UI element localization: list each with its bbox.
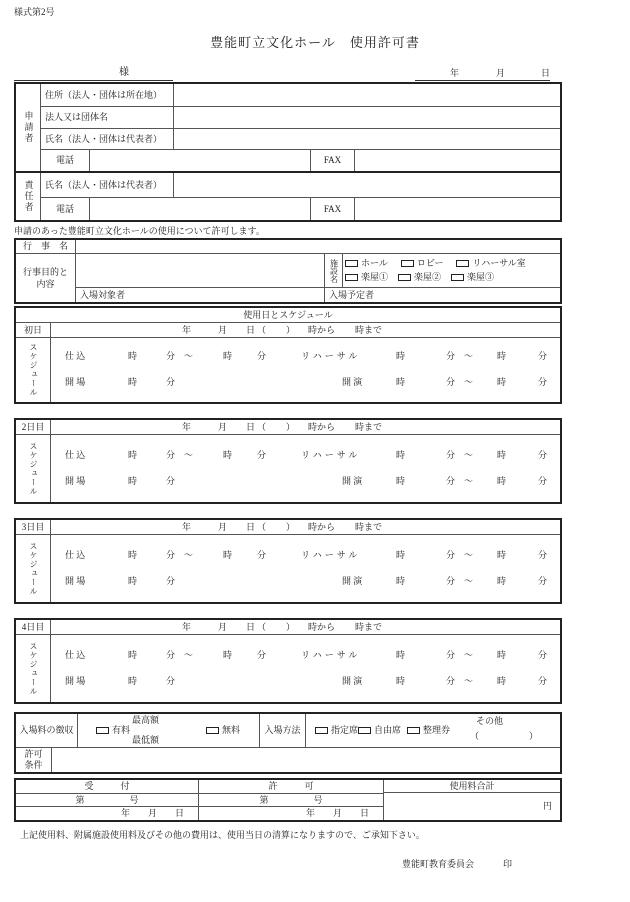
- date-line[interactable]: [51, 420, 560, 434]
- facility-checkbox-area: [343, 254, 560, 287]
- permit-conditions-input[interactable]: [52, 748, 560, 772]
- min-label: 分: [538, 676, 548, 686]
- facility-dressing1-option[interactable]: [345, 273, 388, 282]
- schedule-side-label: スケジュール: [16, 535, 51, 602]
- event-table: [14, 238, 562, 304]
- from-label: 時から: [308, 522, 336, 532]
- seal-label: 印: [503, 859, 513, 869]
- applicant-address-label: 住所（法人・団体は所在地）: [41, 84, 174, 106]
- admission-fee-area: [78, 714, 260, 747]
- facility-rehearsal-option[interactable]: [456, 259, 525, 268]
- min-from-label: 分 ～: [166, 450, 194, 460]
- month-label: 月: [218, 325, 228, 335]
- hour-label: 時: [497, 377, 507, 387]
- checkbox-icon[interactable]: [407, 727, 420, 734]
- hour-label: 時: [396, 650, 406, 660]
- recipient-name-line[interactable]: [14, 67, 173, 81]
- issue-day-label: 日: [541, 68, 551, 78]
- min-label: 分: [166, 676, 176, 686]
- admission-method-area: [306, 714, 560, 747]
- hour-label: 時: [128, 676, 138, 686]
- paid-option[interactable]: [96, 726, 130, 735]
- day-unit-label: 日: [246, 522, 256, 532]
- hour-label: 時: [128, 576, 138, 586]
- responsible-phone-label: 電話: [41, 198, 90, 220]
- event-purpose-label: [16, 254, 76, 302]
- permit-conditions-label: [16, 748, 52, 772]
- curtain-label: 開 演: [342, 476, 363, 486]
- permit-header: 許 可: [268, 781, 314, 791]
- event-purpose-input[interactable]: [76, 254, 325, 287]
- responsible-name-label: 氏名（法人・団体は代表者）: [41, 173, 174, 197]
- responsible-section: [16, 171, 560, 220]
- hour-label: 時: [223, 351, 233, 361]
- issue-year-label: 年: [450, 68, 460, 78]
- event-purpose-label-line2: 内容: [36, 278, 55, 289]
- expected-label: 入場予定者: [329, 289, 375, 300]
- page-title: 豊能町立文化ホール 使用許可書: [210, 35, 420, 50]
- reserved-seat-option[interactable]: [315, 726, 358, 735]
- min-label: 分: [166, 377, 176, 387]
- curtain-label: 開 演: [342, 576, 363, 586]
- day-label: 3日目: [16, 520, 51, 534]
- to-label: 時まで: [355, 325, 383, 335]
- min-label: 分: [538, 576, 548, 586]
- paren-open: （: [257, 325, 267, 335]
- hour-label: 時: [497, 576, 507, 586]
- date-line[interactable]: [51, 520, 560, 534]
- permit-column: [199, 780, 384, 820]
- from-label: 時から: [308, 325, 336, 335]
- hour-label: 時: [128, 476, 138, 486]
- total-fee-header: 使用料合計: [384, 780, 560, 793]
- from-label: 時から: [308, 422, 336, 432]
- permit-conditions-line1: 許可: [24, 749, 43, 759]
- schedule-grid[interactable]: [51, 338, 560, 402]
- event-name-input[interactable]: [76, 240, 560, 253]
- day-label: 2日目: [16, 420, 51, 434]
- schedule-block-4: [14, 618, 562, 704]
- applicant-name-label: 氏名（法人・団体は代表者）: [41, 129, 174, 149]
- facility-name-label: 施設名: [325, 254, 343, 287]
- checkbox-icon[interactable]: [96, 727, 109, 734]
- hour-label: 時: [497, 476, 507, 486]
- paren-close: ）: [286, 622, 296, 632]
- paren-close: ）: [286, 522, 296, 532]
- hour-label: 時: [497, 450, 507, 460]
- hour-label: 時: [128, 450, 138, 460]
- hour-label: 時: [396, 576, 406, 586]
- paid-label: 有料: [112, 725, 131, 735]
- schedule-grid[interactable]: [51, 535, 560, 602]
- facility-rehearsal-label: リハーサル室: [472, 258, 526, 269]
- free-seat-option[interactable]: [358, 726, 401, 735]
- hour-label: 時: [396, 351, 406, 361]
- day-label: 4日目: [16, 620, 51, 634]
- applicant-address-input[interactable]: [174, 84, 560, 106]
- responsible-fax-label: FAX: [311, 198, 355, 220]
- hour-label: 時: [223, 550, 233, 560]
- schedule-grid[interactable]: [51, 435, 560, 502]
- expected-cell[interactable]: [325, 288, 560, 302]
- hour-label: 時: [497, 550, 507, 560]
- from-label: 時から: [308, 622, 336, 632]
- curtain-label: 開 演: [342, 676, 363, 686]
- checkbox-icon[interactable]: [358, 727, 371, 734]
- min-label: 分: [538, 351, 548, 361]
- checkbox-icon[interactable]: [345, 274, 358, 281]
- year-label: 年: [182, 422, 192, 432]
- min-from-label: 分 ～: [166, 650, 194, 660]
- free-option[interactable]: [206, 726, 240, 735]
- hour-label: 時: [128, 351, 138, 361]
- hour-label: 時: [396, 377, 406, 387]
- free-seat-label: 自由席: [374, 725, 402, 735]
- to-label: 時まで: [355, 522, 383, 532]
- setup-label: 仕 込: [65, 650, 86, 660]
- to-label: 時まで: [355, 422, 383, 432]
- schedule-block-2: [14, 418, 562, 504]
- year-label: 年: [182, 522, 192, 532]
- other-paren-close: ）: [529, 731, 539, 741]
- numbered-ticket-option[interactable]: [407, 726, 450, 735]
- setup-label: 仕 込: [65, 351, 86, 361]
- hour-label: 時: [396, 476, 406, 486]
- total-fee-column: [384, 780, 560, 820]
- hour-label: 時: [128, 377, 138, 387]
- reception-header: 受 付: [84, 781, 130, 791]
- total-fee-input[interactable]: [384, 793, 560, 820]
- responsible-phone-input[interactable]: [90, 198, 311, 220]
- checkbox-icon[interactable]: [398, 274, 411, 281]
- day-label: 初日: [16, 323, 51, 337]
- applicant-org-input[interactable]: [174, 107, 560, 128]
- min-from-label: 分 ～: [446, 351, 474, 361]
- applicant-org-label: 法人又は団体名: [41, 107, 174, 128]
- facility-dressing2-option[interactable]: [398, 273, 441, 282]
- facility-dressing3-label: 楽屋③: [467, 272, 495, 283]
- schedule-header: 使用日とスケジュール: [16, 308, 560, 323]
- min-label: 分: [166, 576, 176, 586]
- paren-open: （: [257, 522, 267, 532]
- schedule-block-1: [14, 306, 562, 404]
- responsible-section-label: 責任者: [16, 173, 41, 220]
- hour-label: 時: [128, 550, 138, 560]
- min-label: 分: [166, 476, 176, 486]
- reception-date-line[interactable]: 年 月 日: [16, 806, 198, 820]
- applicant-phone-label: 電話: [41, 150, 90, 171]
- facility-dressing2-label: 楽屋②: [414, 272, 442, 283]
- min-label: 分: [538, 550, 548, 560]
- open-label: 開 場: [65, 676, 86, 686]
- year-label: 年: [182, 622, 192, 632]
- day-unit-label: 日: [246, 622, 256, 632]
- checkbox-icon[interactable]: [451, 274, 464, 281]
- open-label: 開 場: [65, 576, 86, 586]
- rehearsal-label: リハーサル: [301, 550, 361, 560]
- rehearsal-label: リハーサル: [301, 450, 361, 460]
- hour-label: 時: [396, 676, 406, 686]
- permit-number-line[interactable]: 第 号: [199, 793, 383, 806]
- form-number: 様式第2号: [14, 7, 55, 17]
- free-label: 無料: [222, 725, 241, 735]
- admission-table: [14, 712, 562, 774]
- schedule-side-label: スケジュール: [16, 338, 51, 402]
- rehearsal-label: リハーサル: [301, 650, 361, 660]
- other-paren-open: （: [470, 731, 480, 741]
- hour-label: 時: [128, 650, 138, 660]
- min-from-label: 分 ～: [446, 476, 474, 486]
- min-amount-label: 最低額: [132, 735, 160, 745]
- date-line[interactable]: [51, 323, 560, 337]
- max-amount-label: 最高額: [132, 715, 160, 725]
- schedule-grid[interactable]: [51, 635, 560, 702]
- day-unit-label: 日: [246, 422, 256, 432]
- reception-number-line[interactable]: 第 号: [16, 793, 198, 806]
- min-label: 分: [257, 450, 267, 460]
- facility-hall-label: ホール: [361, 258, 388, 269]
- applicant-section-label: 申請者: [16, 84, 41, 171]
- hour-label: 時: [497, 676, 507, 686]
- issue-date-line[interactable]: [415, 67, 550, 81]
- min-label: 分: [538, 377, 548, 387]
- committee-name: 豊能町教育委員会: [402, 859, 475, 869]
- yen-label: 円: [542, 801, 552, 811]
- applicant-fax-label: FAX: [311, 150, 355, 171]
- reserved-seat-label: 指定席: [331, 725, 359, 735]
- reception-column: [16, 780, 199, 820]
- event-name-label: 行 事 名: [16, 240, 76, 253]
- to-label: 時まで: [355, 622, 383, 632]
- min-from-label: 分 ～: [446, 377, 474, 387]
- min-from-label: 分 ～: [446, 576, 474, 586]
- open-label: 開 場: [65, 377, 86, 387]
- applicant-fax-input[interactable]: [355, 150, 560, 171]
- applicant-phone-input[interactable]: [90, 150, 311, 171]
- month-label: 月: [218, 422, 228, 432]
- min-from-label: 分 ～: [446, 550, 474, 560]
- min-from-label: 分 ～: [446, 650, 474, 660]
- applicant-table: [14, 82, 562, 222]
- paren-open: （: [257, 422, 267, 432]
- min-from-label: 分 ～: [446, 450, 474, 460]
- permit-conditions-line2: 条件: [24, 760, 43, 770]
- facility-hall-option[interactable]: [345, 259, 388, 268]
- day-unit-label: 日: [246, 325, 256, 335]
- event-purpose-label-line1: 行事目的と: [22, 266, 68, 277]
- admission-method-label: 入場方法: [260, 714, 306, 747]
- min-label: 分: [257, 550, 267, 560]
- recipient-suffix-label: 様: [119, 67, 129, 78]
- applicant-section: [16, 84, 560, 171]
- schedule-side-label: スケジュール: [16, 435, 51, 502]
- curtain-label: 開 演: [342, 377, 363, 387]
- facility-lobby-label: ロビー: [416, 258, 444, 269]
- audience-cell[interactable]: [76, 288, 325, 302]
- hour-label: 時: [223, 450, 233, 460]
- min-label: 分: [538, 450, 548, 460]
- issue-month-label: 月: [496, 68, 506, 78]
- checkbox-icon[interactable]: [315, 727, 328, 734]
- schedule-side-label: スケジュール: [16, 635, 51, 702]
- paren-open: （: [257, 622, 267, 632]
- admission-collect-label: 入場料の徴収: [16, 714, 78, 747]
- settlement-note: 上記使用料、附属施設使用料及びその他の費用は、使用当日の清算になりますので、ご承知下さい。: [20, 830, 425, 840]
- checkbox-icon[interactable]: [345, 260, 358, 267]
- other-method-label: その他: [476, 716, 504, 726]
- paren-close: ）: [286, 422, 296, 432]
- responsible-fax-input[interactable]: [355, 198, 560, 220]
- responsible-name-input[interactable]: [174, 173, 560, 197]
- min-from-label: 分 ～: [166, 550, 194, 560]
- facility-dressing3-option[interactable]: [451, 273, 494, 282]
- footer-table: [14, 778, 562, 822]
- min-label: 分: [257, 351, 267, 361]
- year-label: 年: [182, 325, 192, 335]
- permit-date-line[interactable]: 年 月 日: [199, 806, 383, 820]
- month-label: 月: [218, 522, 228, 532]
- hour-label: 時: [497, 650, 507, 660]
- facility-dressing1-label: 楽屋①: [361, 272, 389, 283]
- checkbox-icon[interactable]: [401, 260, 414, 267]
- hour-label: 時: [396, 450, 406, 460]
- open-label: 開 場: [65, 476, 86, 486]
- date-line[interactable]: [51, 620, 560, 634]
- hour-label: 時: [396, 550, 406, 560]
- hour-label: 時: [223, 650, 233, 660]
- permission-note: 申請のあった豊能町立文化ホールの使用について許可します。: [14, 226, 265, 236]
- min-label: 分: [538, 476, 548, 486]
- setup-label: 仕 込: [65, 550, 86, 560]
- checkbox-icon[interactable]: [456, 260, 469, 267]
- setup-label: 仕 込: [65, 450, 86, 460]
- min-from-label: 分 ～: [446, 676, 474, 686]
- checkbox-icon[interactable]: [206, 727, 219, 734]
- min-label: 分: [257, 650, 267, 660]
- month-label: 月: [218, 622, 228, 632]
- hour-label: 時: [497, 351, 507, 361]
- applicant-name-input[interactable]: [174, 129, 560, 149]
- rehearsal-label: リハーサル: [301, 351, 361, 361]
- paren-close: ）: [286, 325, 296, 335]
- numbered-ticket-label: 整理券: [423, 725, 451, 735]
- schedule-block-3: [14, 518, 562, 604]
- min-label: 分: [538, 650, 548, 660]
- min-from-label: 分 ～: [166, 351, 194, 361]
- audience-label: 入場対象者: [80, 289, 126, 300]
- facility-lobby-option[interactable]: [401, 259, 444, 268]
